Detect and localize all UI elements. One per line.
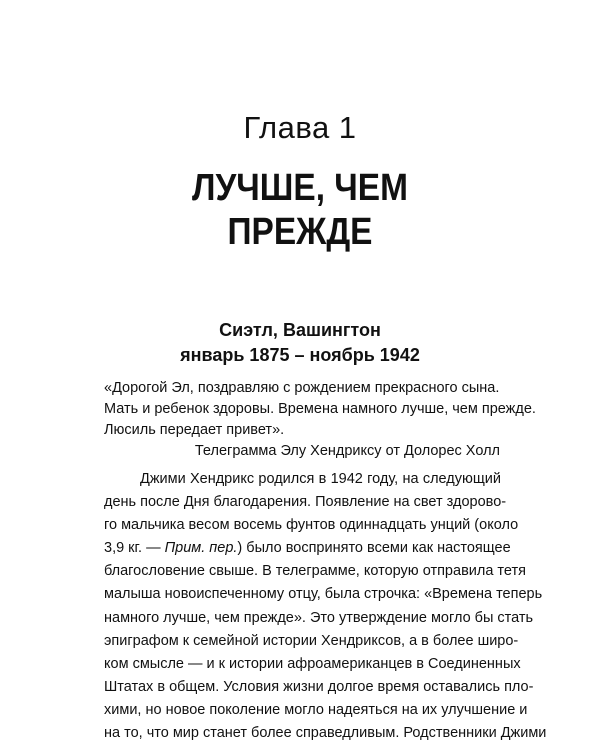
- epigraph-line-2: Мать и ребенок здоровы. Времена намного лучше, чем прежде.: [104, 401, 536, 417]
- date-range: январь 1875 – ноябрь 1942: [180, 345, 420, 365]
- chapter-title-line-2: ПРЕЖДЕ: [227, 211, 373, 253]
- place-and-date: [0, 318, 600, 368]
- body-paragraph: [104, 468, 547, 745]
- epigraph-line-3: Люсиль передает привет».: [104, 422, 285, 438]
- epigraph-line-1: «Дорогой Эл, поздравляю с рождением прекрасного сына.: [104, 380, 500, 396]
- body-line-1: Джими Хендрикс родился в 1942 году, на следующий: [140, 471, 501, 487]
- chapter-title-line-1: ЛУЧШЕ, ЧЕМ: [192, 167, 408, 209]
- translator-note: Прим. пер.: [164, 540, 238, 557]
- epigraph-source: Телеграмма Элу Хендриксу от Долорес Холл: [194, 443, 500, 459]
- place: Сиэтл, Вашингтон: [219, 320, 381, 340]
- body-line-3: го мальчика весом восемь фунтов одиннадцать унций (около: [104, 517, 519, 534]
- body-line-10: Штатах в общем. Условия жизни долгое время оставались пло-: [104, 678, 534, 695]
- body-line-11: хими, но новое поколение могло надеяться на их улучшение и: [104, 701, 528, 718]
- body-line-4-end: ) было воспринято всеми как настоящее: [237, 540, 511, 557]
- epigraph: [104, 378, 536, 462]
- body-line-6: малыша новоиспеченному отцу, была строчка: «Времена теперь: [104, 586, 543, 603]
- body-line-4: [104, 537, 511, 560]
- body-line-5: благословение свыше. В телеграмме, которую отправила тетя: [104, 563, 526, 580]
- body-line-9: ком смысле — и к истории афроамериканцев в Соединенных: [104, 655, 521, 672]
- chapter-title: [36, 166, 564, 254]
- body-line-7: намного лучше, чем прежде». Это утверждение могло бы стать: [104, 609, 534, 626]
- chapter-number: Глава 1: [243, 110, 357, 145]
- body-line-12: на то, что мир станет более справедливым. Родственники Джими: [104, 725, 547, 742]
- body-line-8: эпиграфом к семейной истории Хендриксов, а в более широ-: [104, 632, 519, 649]
- body-line-4-start: 3,9 кг. —: [104, 540, 165, 557]
- body-line-2: день после Дня благодарения. Появление на свет здорово-: [104, 494, 507, 511]
